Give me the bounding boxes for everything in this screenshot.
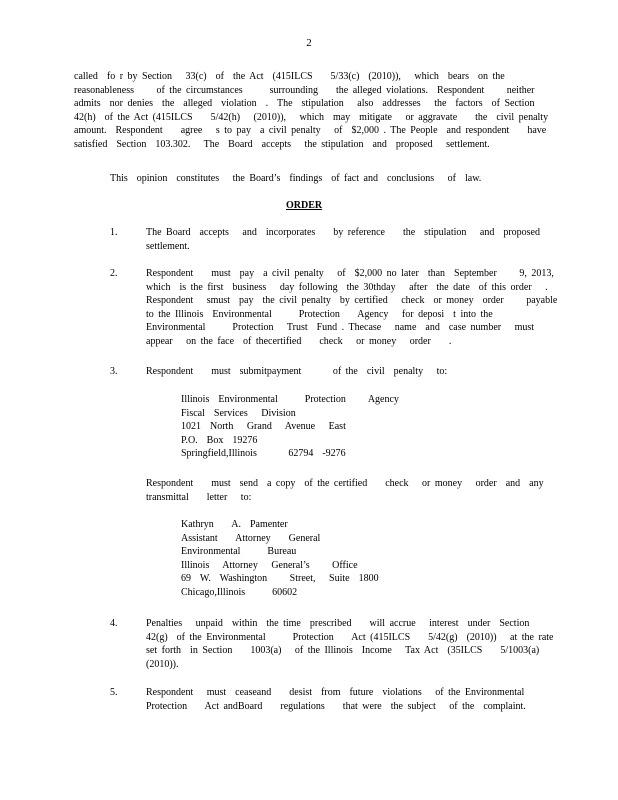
- intro-line: called fo r by Section 33(c) of the Act (415ILCS 5/33(c) (2010)), which bears on the: [74, 71, 505, 82]
- item-number: 1.: [110, 227, 118, 238]
- item-number: 4.: [110, 618, 118, 629]
- address-line: Assistant Attorney General: [181, 532, 321, 544]
- address-line: P.O. Box 19276: [181, 434, 258, 446]
- address-line: Fiscal Services Division: [181, 407, 296, 419]
- address-line: Environmental Bureau: [181, 546, 297, 558]
- copy-line: Respondent must send a copy of the certified check or money order and any: [146, 478, 544, 489]
- address-line: Springfield,Illinois 62794 -9276: [181, 448, 346, 460]
- item-line: which is the first business day following the 30thday after the date of this order .: [146, 281, 548, 293]
- item-line: appear on the face of thecertified check or money order .: [146, 335, 452, 347]
- item-line: 42(g) of the Environmental Protection Act (415ILCS 5/42(g) (2010)) at the rate: [146, 631, 554, 643]
- copy-instruction: [146, 477, 546, 504]
- item-line: Protection Act andBoard regulations that were the subject of the complaint.: [146, 700, 526, 712]
- opinion-paragraph: [110, 172, 530, 186]
- item-number: 2.: [110, 268, 118, 279]
- item-line: Respondent must pay a civil penalty of $2,000 no later than September 9, 2013,: [146, 268, 554, 279]
- item-line: Respondent must ceaseand desist from future violations of the Environmental: [146, 687, 525, 698]
- item-line: Respondent must submitpayment of the civil penalty to:: [146, 366, 448, 377]
- item-line: The Board accepts and incorporates by reference the stipulation and proposed: [146, 227, 540, 238]
- copy-line: transmittal letter to:: [146, 491, 252, 503]
- opinion-line: This opinion constitutes the Board’s findings of fact and conclusions of law.: [110, 173, 482, 184]
- item-line: Environmental Protection Trust Fund . Thecase name and case number must: [146, 322, 535, 334]
- address-line: 1021 North Grand Avenue East: [181, 421, 346, 433]
- intro-line: satisfied Section 103.302. The Board accepts the stipulation and proposed settlement.: [74, 138, 490, 150]
- item-number: 5.: [110, 687, 118, 698]
- copy-address: [181, 518, 481, 600]
- item-line: settlement.: [146, 240, 190, 252]
- item-line: (2010)).: [146, 658, 179, 670]
- address-line: Kathryn A. Pamenter: [181, 519, 288, 530]
- intro-line: reasonableness of the circumstances surrounding the alleged violations. Respondent neither: [74, 84, 535, 96]
- intro-line: admits nor denies the alleged violation . The stipulation also addresses the factors of Section: [74, 98, 535, 110]
- intro-line: 42(h) of the Act (415ILCS 5/42(h) (2010)), which may mitigate or aggravate the civil penalty: [74, 111, 549, 123]
- item-line: to the Illinois Environmental Protection Agency for deposi t into the: [146, 308, 493, 320]
- address-line: 69 W. Washington Street, Suite 1800: [181, 573, 379, 585]
- address-line: Illinois Environmental Protection Agency: [181, 394, 399, 405]
- address-line: Chicago,Illinois 60602: [181, 586, 298, 598]
- item-number: 3.: [110, 366, 118, 377]
- order-heading: ORDER: [286, 200, 323, 211]
- intro-paragraph: [74, 70, 549, 152]
- intro-line: amount. Respondent agree s to pay a civil penalty of $2,000 . The People and respondent have: [74, 125, 547, 137]
- page-number: 2: [306, 37, 312, 49]
- address-line: Illinois Attorney General’s Office: [181, 559, 358, 571]
- item-line: set forth in Section 1003(a) of the Illinois Income Tax Act (35ILCS 5/1003(a): [146, 645, 540, 657]
- item-line: Penalties unpaid within the time prescribed will accrue interest under Section: [146, 618, 530, 629]
- item-line: Respondent smust pay the civil penalty by certified check or money order payable: [146, 295, 558, 307]
- payment-address: [181, 393, 481, 461]
